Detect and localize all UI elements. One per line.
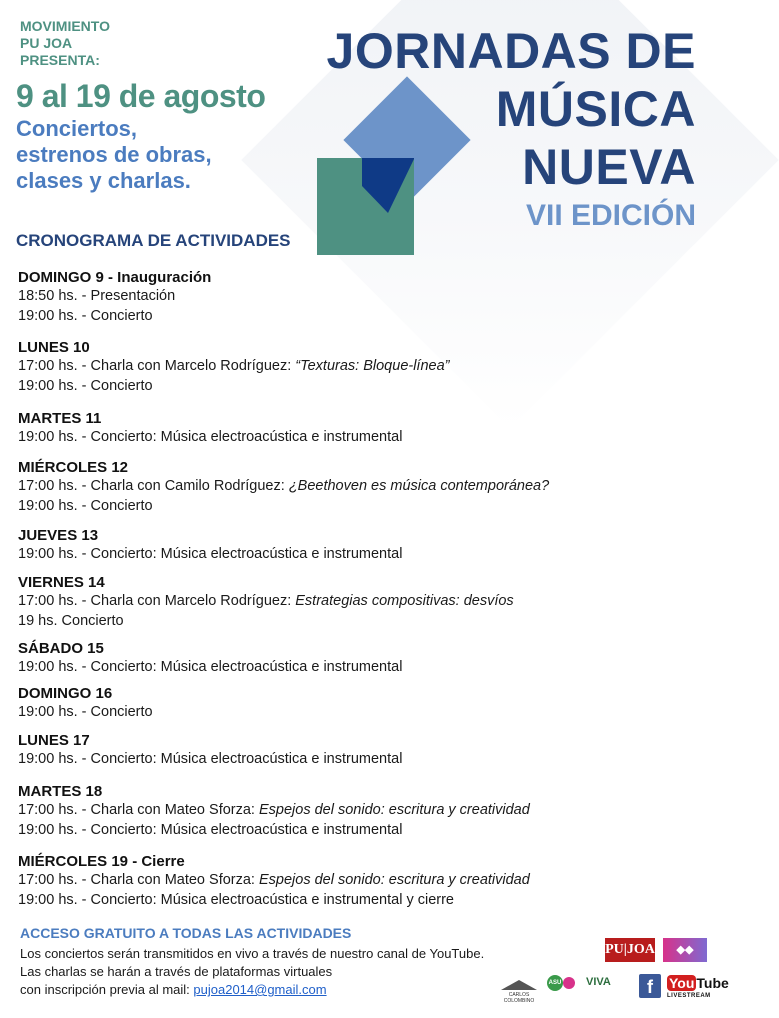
viva-logo: VIVA	[586, 976, 611, 988]
title-line: JORNADAS DE	[326, 23, 696, 79]
schedule-line	[18, 497, 658, 517]
footer-line-text: con inscripción previa al mail:	[20, 982, 194, 997]
day-block	[18, 268, 658, 326]
presenter-line: PU JOA	[20, 35, 73, 51]
activity: Concierto: Música electroacústica e instrumental	[90, 659, 403, 675]
schedule-line	[18, 871, 658, 891]
youtube-logo[interactable]	[667, 975, 729, 991]
day-heading: VIERNES 14	[18, 574, 105, 591]
asu-logo-dot	[563, 977, 575, 989]
presenter-block	[20, 18, 110, 69]
day-heading: SÁBADO 15	[18, 640, 104, 657]
schedule-line	[18, 612, 658, 632]
schedule-line	[18, 477, 658, 497]
day-heading: MARTES 11	[18, 410, 102, 427]
day-block	[18, 852, 658, 910]
time: 17:00 hs. -	[18, 593, 91, 609]
time: 19:00 hs. -	[18, 891, 91, 908]
day-heading: DOMINGO 16	[18, 685, 113, 702]
activity: Concierto	[61, 612, 124, 629]
edition-label: VII EDICIÓN	[525, 199, 696, 232]
footer-line: Los conciertos serán transmitidos en vivo a través de nuestro canal de YouTube.	[20, 946, 485, 961]
activity: Concierto: Música electroacústica e instrumental	[90, 751, 403, 767]
youtube-tube: Tube	[696, 975, 729, 991]
schedule-line	[18, 545, 658, 565]
event-title	[327, 22, 696, 196]
facebook-icon[interactable]: f	[639, 974, 661, 998]
schedule-line	[18, 307, 658, 327]
activity: Concierto: Música electroacústica e instrumental	[90, 429, 403, 445]
day-heading: JUEVES 13	[18, 527, 99, 544]
time: 19:00 hs. -	[18, 377, 91, 394]
asu-logo: ASU	[547, 975, 563, 991]
activity: Charla con Marcelo Rodríguez:	[90, 593, 296, 609]
livestream-label: LIVESTREAM	[667, 993, 711, 999]
schedule-line	[18, 592, 658, 612]
presenter-line: PRESENTA:	[20, 52, 100, 68]
schedule-line	[18, 703, 658, 723]
activity: Concierto	[90, 497, 153, 514]
schedule-line	[18, 287, 658, 307]
title-line: NUEVA	[522, 139, 696, 195]
activity: Presentación	[90, 288, 176, 304]
subtitle-line: Conciertos,	[16, 116, 138, 141]
time: 19:00 hs. -	[18, 429, 91, 445]
time: 19:00 hs. -	[18, 704, 91, 720]
talk-title: Espejos del sonido: escritura y creatividad	[259, 802, 530, 818]
activity: Charla con Mateo Sforza:	[90, 802, 259, 818]
day-block	[18, 458, 658, 516]
day-block	[18, 573, 658, 631]
event-subtitle	[16, 116, 212, 194]
time: 17:00 hs. -	[18, 802, 91, 818]
time: 19 hs.	[18, 612, 62, 629]
subtitle-line: estrenos de obras,	[16, 142, 212, 167]
title-line: MÚSICA	[495, 81, 696, 137]
activity: Charla con Marcelo Rodríguez:	[90, 358, 296, 374]
activity: Concierto	[90, 377, 153, 394]
schedule-line	[18, 357, 658, 377]
talk-title: “Texturas: Bloque-línea”	[295, 358, 450, 374]
youtube-you: You	[669, 975, 695, 991]
activity: Charla con Mateo Sforza:	[90, 872, 259, 888]
event-dates: 9 al 19 de agosto	[16, 78, 266, 114]
footer-text	[20, 945, 484, 999]
time: 19:00 hs. -	[18, 307, 91, 324]
time: 19:00 hs. -	[18, 546, 91, 562]
schedule-line	[18, 821, 658, 841]
activity: Charla con Camilo Rodríguez:	[90, 478, 289, 494]
activity: Concierto: Música electroacústica e instrumental y cierre	[90, 891, 454, 908]
time: 17:00 hs. -	[18, 358, 91, 374]
partner-logo: ◆◆	[663, 938, 707, 962]
activity: Concierto	[90, 704, 153, 720]
day-block	[18, 639, 658, 678]
day-block	[18, 338, 658, 396]
free-access-heading: ACCESO GRATUITO A TODAS LAS ACTIVIDADES	[20, 925, 352, 941]
day-heading: DOMINGO 9 - Inauguración	[18, 269, 212, 286]
carlos-colombino-label: CARLOS COLOMBINO	[503, 992, 535, 1004]
day-block	[18, 684, 658, 723]
activity: Concierto: Música electroacústica e instrumental	[90, 546, 403, 562]
day-heading: MIÉRCOLES 12	[18, 459, 129, 476]
email-link[interactable]: pujoa2014@gmail.com	[193, 982, 327, 997]
day-heading: MARTES 18	[18, 783, 103, 800]
day-heading: MIÉRCOLES 19 - Cierre	[18, 853, 185, 870]
time: 19:00 hs. -	[18, 659, 91, 675]
talk-title: Estrategias compositivas: desvíos	[295, 593, 514, 609]
schedule-line	[18, 377, 658, 397]
day-block	[18, 782, 658, 840]
pujoa-logo: PU|JOA	[605, 938, 655, 962]
day-heading: LUNES 10	[18, 339, 90, 356]
schedule-heading: CRONOGRAMA DE ACTIVIDADES	[16, 231, 291, 250]
schedule-line	[18, 801, 658, 821]
activity: Concierto	[90, 307, 153, 324]
day-heading: LUNES 17	[18, 732, 90, 749]
schedule-line	[18, 428, 658, 448]
schedule-line	[18, 750, 658, 770]
talk-title: ¿Beethoven es música contemporánea?	[288, 478, 550, 494]
presenter-line: MOVIMIENTO	[20, 18, 110, 34]
subtitle-line: clases y charlas.	[16, 168, 191, 193]
time: 17:00 hs. -	[18, 872, 91, 888]
time: 19:00 hs. -	[18, 821, 91, 838]
house-icon	[501, 980, 537, 990]
time: 18:50 hs. -	[18, 288, 91, 304]
activity: Concierto: Música electroacústica e instrumental	[90, 821, 403, 838]
schedule-line	[18, 658, 658, 678]
time: 19:00 hs. -	[18, 497, 91, 514]
day-block	[18, 409, 658, 448]
footer-line: Las charlas se harán a través de plataformas virtuales	[20, 964, 333, 979]
time: 17:00 hs. -	[18, 478, 91, 494]
footer-line	[20, 981, 484, 999]
carlos-colombino-logo	[501, 980, 537, 1004]
talk-title: Espejos del sonido: escritura y creatividad	[259, 872, 530, 888]
time: 19:00 hs. -	[18, 751, 91, 767]
day-block	[18, 526, 658, 565]
day-block	[18, 731, 658, 770]
schedule-line	[18, 891, 658, 911]
